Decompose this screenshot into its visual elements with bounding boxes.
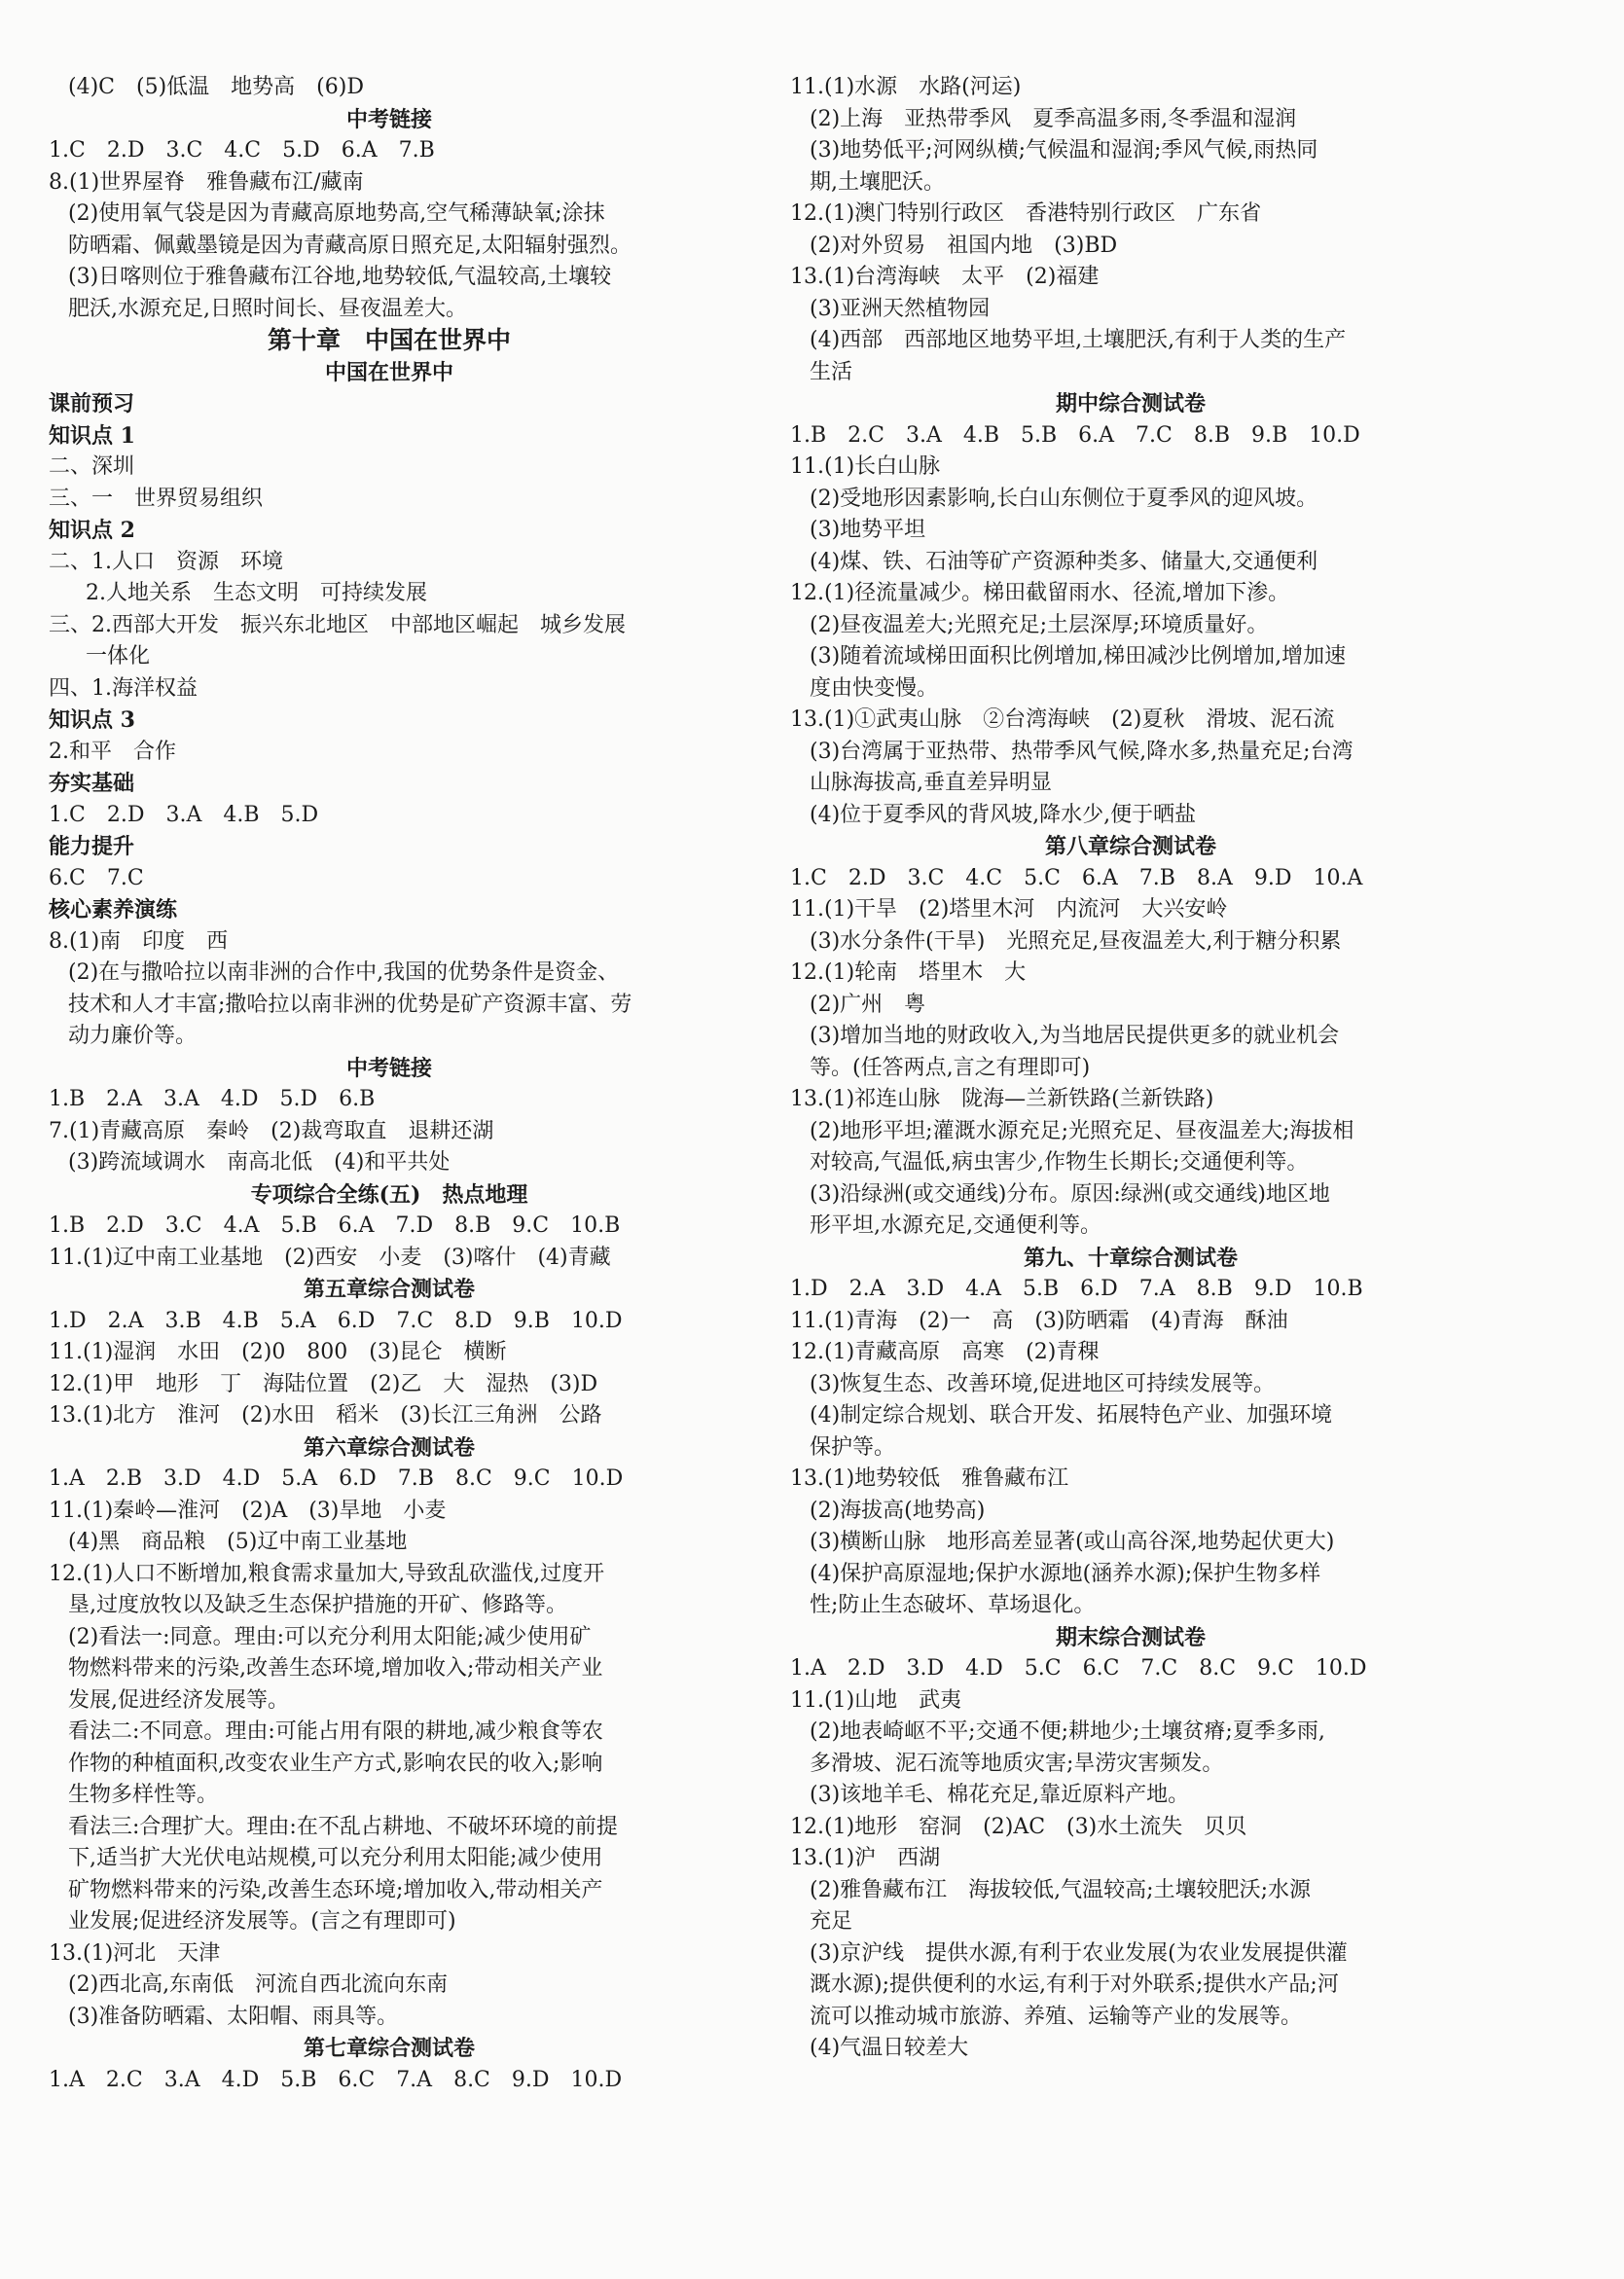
- answer-line: 13.(1)沪 西湖: [790, 1846, 941, 1870]
- answer-line: (4)西部 西部地区地势平坦,土壤肥沃,有利于人类的生产: [810, 328, 1347, 352]
- answer-line: 11.(1)长白山脉: [790, 454, 941, 479]
- answer-line: 1.C 2.D 3.A 4.B 5.D: [49, 802, 319, 827]
- answer-line: 三、2.西部大开发 振兴东北地区 中部地区崛起 城乡发展: [49, 612, 626, 637]
- answer-line: (2)西北高,东南低 河流自西北流向东南: [68, 1972, 449, 1997]
- answer-line: 夯实基础: [49, 771, 135, 796]
- answer-line: (3)恢复生态、改善环境,促进地区可持续发展等。: [810, 1371, 1276, 1396]
- answer-line: 8.(1)南 印度 西: [49, 928, 229, 954]
- answer-line: 垦,过度放牧以及缺乏生态保护措施的开矿、修路等。: [68, 1593, 567, 1617]
- answer-line: 二、1.人口 资源 环境: [49, 549, 283, 574]
- left-column: [49, 72, 730, 2096]
- answer-line: 一体化: [86, 644, 151, 669]
- answer-line: (2)使用氧气袋是因为青藏高原地势高,空气稀薄缺氧;涂抹: [68, 201, 605, 226]
- section-heading: 期末综合测试卷: [1055, 1624, 1206, 1650]
- answer-line: 四、1.海洋权益: [49, 675, 198, 701]
- answer-line: (2)昼夜温差大;光照充足;土层深厚;环境质量好。: [810, 612, 1269, 637]
- answer-line: 二、深圳: [49, 454, 135, 479]
- answer-line: 1.C 2.D 3.C 4.C 5.D 6.A 7.B: [49, 138, 435, 163]
- right-column: [790, 72, 1471, 2065]
- answer-line: (3)增加当地的财政收入,为当地居民提供更多的就业机会: [810, 1024, 1340, 1048]
- answer-line: (2)上海 亚热带季风 夏季高温多雨,冬季温和湿润: [810, 106, 1297, 131]
- answer-line: 13.(1)台湾海峡 太平 (2)福建: [790, 265, 1100, 289]
- answer-line: (3)亚洲天然植物园: [810, 296, 991, 321]
- answer-line: 下,适当扩大光伏电站规模,可以充分利用太阳能;减少使用: [68, 1846, 603, 1870]
- answer-line: 技术和人才丰富;撒哈拉以南非洲的优势是矿产资源丰富、劳: [68, 992, 632, 1017]
- answer-line: (3)该地羊毛、棉花充足,靠近原料产地。: [810, 1783, 1190, 1807]
- answer-line: 期,土壤肥沃。: [810, 169, 945, 195]
- answer-line: 肥沃,水源充足,日照时间长、昼夜温差大。: [68, 296, 467, 321]
- answer-line: (3)地势平坦: [810, 518, 926, 542]
- answer-line: 三、一 世界贸易组织: [49, 486, 264, 511]
- answer-line: 12.(1)青藏高原 高寒 (2)青稞: [790, 1340, 1100, 1364]
- answer-line: 11.(1)水源 水路(河运): [790, 75, 1022, 99]
- answer-line: 2.和平 合作: [49, 739, 176, 764]
- section-heading: 期中综合测试卷: [1055, 391, 1206, 416]
- answer-line: 知识点 1: [49, 422, 135, 449]
- answer-line: 1.B 2.A 3.A 4.D 5.D 6.B: [49, 1087, 376, 1111]
- answer-line: 6.C 7.C: [49, 865, 144, 890]
- answer-line: 1.A 2.D 3.D 4.D 5.C 6.C 7.C 8.C 9.C 10.D: [790, 1656, 1367, 1681]
- answer-line: (2)海拔高(地势高): [810, 1498, 986, 1523]
- answer-line: (3)日喀则位于雅鲁藏布江谷地,地势较低,气温较高,土壤较: [68, 265, 612, 289]
- answer-line: (4)制定综合规划、联合开发、拓展特色产业、加强环境: [810, 1403, 1333, 1428]
- answer-line: 12.(1)澳门特别行政区 香港特别行政区 广东省: [790, 201, 1262, 226]
- answer-line: 物燃料带来的污染,改善生态环境,增加收入;带动相关产业: [68, 1656, 603, 1681]
- answer-line: (2)地表崎岖不平;交通不便;耕地少;土壤贫瘠;夏季多雨,: [810, 1719, 1325, 1744]
- answer-line: 溉水源);提供便利的水运,有利于对外联系;提供水产品;河: [810, 1972, 1339, 1997]
- answer-line: 13.(1)祁连山脉 陇海—兰新铁路(兰新铁路): [790, 1087, 1214, 1111]
- section-heading: 专项综合全练(五) 热点地理: [250, 1181, 528, 1208]
- answer-line: 多滑坡、泥石流等地质灾害;旱涝灾害频发。: [810, 1751, 1224, 1776]
- answer-line: (4)保护高原湿地;保护水源地(涵养水源);保护生物多样: [810, 1561, 1321, 1586]
- answer-line: (2)受地形因素影响,长白山东侧位于夏季风的迎风坡。: [810, 486, 1318, 511]
- answer-line: (2)广州 粤: [810, 992, 926, 1017]
- answer-line: 防晒霜、佩戴墨镜是因为青藏高原日照充足,太阳辐射强烈。: [68, 233, 632, 258]
- answer-line: 核心素养演练: [49, 897, 178, 922]
- answer-line: 2.人地关系 生态文明 可持续发展: [86, 581, 427, 605]
- answer-line: 1.D 2.A 3.D 4.A 5.B 6.D 7.A 8.B 9.D 10.B: [790, 1277, 1363, 1301]
- answer-line: (4)煤、铁、石油等矿产资源种类多、储量大,交通便利: [810, 549, 1318, 574]
- answer-line: 8.(1)世界屋脊 雅鲁藏布江/藏南: [49, 169, 364, 195]
- answer-line: 12.(1)径流量减少。梯田截留雨水、径流,增加下渗。: [790, 581, 1290, 605]
- answer-line: (3)地势低平;河网纵横;气候温和湿润;季风气候,雨热同: [810, 138, 1318, 163]
- answer-line: 性;防止生态破坏、草场退化。: [810, 1593, 1096, 1617]
- answer-line: 充足: [810, 1909, 853, 1934]
- answer-line: (2)地形平坦;灌溉水源充足;光照充足、昼夜温差大;海拔相: [810, 1118, 1354, 1143]
- answer-line: 对较高,气温低,病虫害少,作物生长期长;交通便利等。: [810, 1150, 1309, 1175]
- answer-line: 业发展;促进经济发展等。(言之有理即可): [68, 1909, 456, 1934]
- answer-line: (2)在与撒哈拉以南非洲的合作中,我国的优势条件是资金、: [68, 960, 620, 985]
- section-heading: 第六章综合测试卷: [303, 1434, 475, 1461]
- answer-line: 7.(1)青藏高原 秦岭 (2)裁弯取直 退耕还湖: [49, 1118, 494, 1143]
- section-heading: 中考链接: [345, 1055, 432, 1081]
- answer-line: (3)台湾属于亚热带、热带季风气候,降水多,热量充足;台湾: [810, 739, 1353, 764]
- answer-line: (3)京沪线 提供水源,有利于农业发展(为农业发展提供灌: [810, 1940, 1348, 1966]
- answer-line: (2)对外贸易 祖国内地 (3)BD: [810, 233, 1118, 258]
- answer-line: 1.D 2.A 3.B 4.B 5.A 6.D 7.C 8.D 9.B 10.D: [49, 1308, 623, 1333]
- answer-line: 11.(1)秦岭—淮河 (2)A (3)旱地 小麦: [49, 1498, 447, 1523]
- answer-line: (3)沿绿洲(或交通线)分布。原因:绿洲(或交通线)地区地: [810, 1181, 1330, 1207]
- section-heading: 第九、十章综合测试卷: [1023, 1245, 1238, 1271]
- section-heading: 第五章综合测试卷: [303, 1277, 475, 1302]
- answer-line: (4)位于夏季风的背风坡,降水少,便于晒盐: [810, 802, 1197, 827]
- answer-line: (3)准备防晒霜、太阳帽、雨具等。: [68, 2004, 399, 2029]
- answer-line: (3)跨流域调水 南高北低 (4)和平共处: [68, 1150, 451, 1175]
- answer-line: 生物多样性等。: [68, 1783, 219, 1807]
- answer-line: 看法二:不同意。理由:可能占用有限的耕地,减少粮食等农: [68, 1719, 603, 1744]
- answer-line: 课前预习: [49, 391, 135, 416]
- section-heading: 第八章综合测试卷: [1044, 834, 1216, 859]
- answer-line: 知识点 3: [49, 707, 135, 733]
- answer-line: 12.(1)地形 窑洞 (2)AC (3)水土流失 贝贝: [790, 1814, 1247, 1839]
- answer-line: (2)看法一:同意。理由:可以充分利用太阳能;减少使用矿: [68, 1624, 592, 1649]
- answer-line: 12.(1)轮南 塔里木 大: [790, 960, 1027, 985]
- answer-line: 能力提升: [49, 834, 135, 859]
- answer-line: 1.B 2.D 3.C 4.A 5.B 6.A 7.D 8.B 9.C 10.B: [49, 1213, 621, 1238]
- answer-line: 知识点 2: [49, 518, 135, 543]
- answer-line: 13.(1)①武夷山脉 ②台湾海峡 (2)夏秋 滑坡、泥石流: [790, 707, 1335, 732]
- answer-line: 动力廉价等。: [68, 1024, 198, 1048]
- answer-line: 山脉海拔高,垂直差异明显: [810, 771, 1052, 795]
- section-heading: 中国在世界中: [324, 359, 453, 385]
- answer-line: (2)雅鲁藏布江 海拔较低,气温较高;土壤较肥沃;水源: [810, 1877, 1311, 1902]
- answer-line: 1.A 2.C 3.A 4.D 5.B 6.C 7.A 8.C 9.D 10.D: [49, 2067, 623, 2092]
- answer-line: 矿物燃料带来的污染,改善生态环境;增加收入,带动相关产: [68, 1877, 603, 1902]
- answer-line: (3)随着流域梯田面积比例增加,梯田减沙比例增加,增加速: [810, 644, 1347, 669]
- answer-line: 看法三:合理扩大。理由:在不乱占耕地、不破坏环境的前提: [68, 1814, 618, 1839]
- answer-line: 11.(1)辽中南工业基地 (2)西安 小麦 (3)喀什 (4)青藏: [49, 1245, 611, 1270]
- answer-line: 1.C 2.D 3.C 4.C 5.C 6.A 7.B 8.A 9.D 10.A: [790, 865, 1363, 890]
- answer-line: 12.(1)人口不断增加,粮食需求量加大,导致乱砍滥伐,过度开: [49, 1561, 605, 1586]
- answer-line: (3)水分条件(干旱) 光照充足,昼夜温差大,利于糖分积累: [810, 928, 1342, 954]
- answer-line: 度由快变慢。: [810, 675, 939, 701]
- answer-line: 11.(1)干旱 (2)塔里木河 内流河 大兴安岭: [790, 897, 1228, 922]
- answer-line: 等。(任答两点,言之有理即可): [810, 1055, 1091, 1080]
- answer-line: 1.A 2.B 3.D 4.D 5.A 6.D 7.B 8.C 9.C 10.D: [49, 1466, 624, 1491]
- answer-line: (4)黑 商品粮 (5)辽中南工业基地: [68, 1530, 408, 1554]
- answer-line: 保护等。: [810, 1434, 896, 1460]
- answer-line: 生活: [810, 359, 853, 384]
- answer-line: 13.(1)北方 淮河 (2)水田 稻米 (3)长江三角洲 公路: [49, 1403, 602, 1428]
- answer-line: 11.(1)青海 (2)一 高 (3)防晒霜 (4)青海 酥油: [790, 1308, 1288, 1333]
- answer-line: 12.(1)甲 地形 丁 海陆位置 (2)乙 大 湿热 (3)D: [49, 1371, 598, 1396]
- answer-line: 11.(1)湿润 水田 (2)0 800 (3)昆仑 横断: [49, 1340, 507, 1364]
- section-heading: 第七章综合测试卷: [303, 2036, 475, 2061]
- section-heading: 第十章 中国在世界中: [267, 326, 511, 354]
- answer-line: 11.(1)山地 武夷: [790, 1687, 962, 1713]
- answer-line: (4)气温日较差大: [810, 2036, 969, 2060]
- answer-line: 13.(1)地势较低 雅鲁藏布江: [790, 1466, 1069, 1491]
- answer-line: 13.(1)河北 天津: [49, 1940, 221, 1966]
- answer-line: 作物的种植面积,改变农业生产方式,影响农民的收入;影响: [68, 1751, 603, 1776]
- answer-line: 流可以推动城市旅游、养殖、运输等产业的发展等。: [810, 2004, 1303, 2029]
- answer-line: 1.B 2.C 3.A 4.B 5.B 6.A 7.C 8.B 9.B 10.D: [790, 422, 1360, 448]
- section-heading: 中考链接: [345, 106, 432, 132]
- answer-line: 形平坦,水源充足,交通便利等。: [810, 1213, 1101, 1238]
- answer-line: (3)横断山脉 地形高差显著(或山高谷深,地势起伏更大): [810, 1530, 1335, 1554]
- answer-line: 发展,促进经济发展等。: [68, 1687, 289, 1713]
- answer-line: (4)C (5)低温 地势高 (6)D: [68, 75, 364, 99]
